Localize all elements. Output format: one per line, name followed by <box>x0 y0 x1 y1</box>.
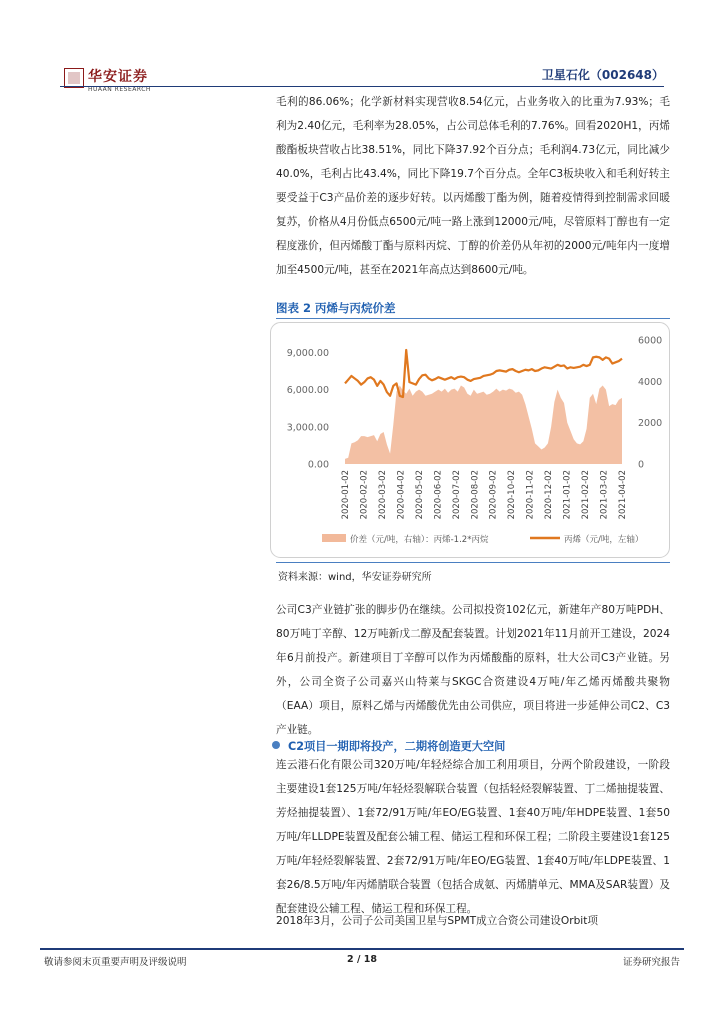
x-axis-tick-label: 2020-06-02 <box>433 470 444 520</box>
right-axis-tick-label: 0 <box>638 459 645 471</box>
left-axis-tick-label: 0.00 <box>307 459 329 471</box>
left-axis-tick-label: 3,000.00 <box>286 422 329 434</box>
figure-divider <box>276 318 670 319</box>
section-heading-text: C2项目一期即将投产，二期将创造更大空间 <box>288 740 506 753</box>
x-axis-tick-label: 2021-01-02 <box>562 470 573 520</box>
paragraph-c2-project: 连云港石化有限公司320万吨/年轻烃综合加工利用项目，分两个阶段建设，一阶段主要建设1套125万吨/年轻烃裂解联合装置（包括轻烃裂解装置、丁二烯抽提装置、芳烃抽提装置）、1套72/91万吨/年EO/EG装置、1套40万吨/年HDPE装置、1套50万吨/年LLDPE装置及配套公辅工程、储运工程和环保工程；二阶段主要建设1套125万吨/年轻烃裂解装置、2套72/91万吨/年EO/EG装置、1套40万吨/年LDPE装置、1套26/8.5万吨/年丙烯腈联合装置（包括合成氨、丙烯腈单元、MMA及SAR装置）及配套建设公辅工程、储运工程和环保工程。 <box>276 759 670 915</box>
chart-svg <box>270 322 670 558</box>
header-divider <box>60 86 664 87</box>
legend-spread-swatch <box>322 534 346 542</box>
right-axis-tick-label: 2000 <box>638 418 663 430</box>
footer-divider <box>40 948 684 950</box>
logo-seal-icon <box>64 68 84 88</box>
bullet-icon <box>272 741 280 749</box>
section-heading <box>272 738 505 754</box>
footer-disclaimer: 敬请参阅末页重要声明及评级说明 <box>44 957 187 968</box>
x-axis-tick-label: 2021-04-02 <box>618 470 628 520</box>
x-axis-tick-label: 2020-07-02 <box>451 470 462 520</box>
propylene-spread-chart <box>270 322 670 558</box>
left-axis-tick-label: 6,000.00 <box>286 385 329 397</box>
x-axis-tick-label: 2020-08-02 <box>470 470 481 520</box>
x-axis-tick-label: 2020-05-02 <box>414 470 425 520</box>
huaan-logo <box>64 66 174 100</box>
left-axis-tick-label: 9,000.00 <box>286 347 329 359</box>
page-number: 2 / 18 <box>347 954 377 965</box>
right-axis-tick-label: 4000 <box>638 376 663 388</box>
footer-report-type: 证券研究报告 <box>622 957 680 968</box>
x-axis-tick-label: 2021-03-02 <box>599 470 610 520</box>
logo-text-cn: 华安证券 <box>88 69 148 85</box>
x-axis-tick-label: 2021-02-02 <box>581 470 592 520</box>
figure-source: 资料来源：wind，华安证券研究所 <box>278 572 432 583</box>
x-axis-tick-label: 2020-01-02 <box>341 470 351 520</box>
paragraph-orbit: 2018年3月，公司子公司美国卫星与SPMT成立合资公司建设Orbit项 <box>276 915 599 927</box>
logo-text-en: HUAAN RESEARCH <box>88 86 151 93</box>
paragraph-c3-expansion: 公司C3产业链扩张的脚步仍在继续。公司拟投资102亿元，新建年产80万吨PDH、80万吨丁辛醇、12万吨新戊二醇及配套装置。计划2021年11月前开工建设，2024年6月前投产。新建项目丁辛醇可以作为丙烯酸酯的原料，壮大公司C3产业链。另外，公司全资子公司嘉兴山特莱与SKGC合资建设4万吨/年乙烯丙烯酸共聚物（EAA）项目，原料乙烯与丙烯酸优先由公司供应，项目将进一步延伸公司C2、C3产业链。 <box>276 604 670 736</box>
x-axis-tick-label: 2020-12-02 <box>544 470 555 520</box>
legend-spread-label: 价差（元/吨，右轴）：丙烯-1.2*丙烷 <box>350 535 489 545</box>
x-axis-tick-label: 2020-11-02 <box>525 470 536 520</box>
right-axis-tick-label: 6000 <box>638 335 663 347</box>
x-axis-tick-label: 2020-10-02 <box>507 470 518 520</box>
legend-propylene-label: 丙烯（元/吨，左轴） <box>564 535 644 545</box>
paragraph-gross-profit: 毛利的86.06%；化学新材料实现营收8.54亿元，占业务收入的比重为7.93%；毛利为2.40亿元，毛利率为28.05%，占公司总体毛利的7.76%。回看2020H1，丙烯酸酯板块营收占比38.51%，同比下降37.92个百分点；毛利润4.73亿元，同比减少40.0%，毛利占比43.4%，同比下降19.7个百分点。全年C3板块收入和毛利好转主要受益于C3产品价差的逐步好转。以丙烯酸丁酯为例，随着疫情得到控制需求回暖复苏，价格从4月份低点6500元/吨一路上涨到12000元/吨，尽管原料丁醇也有一定程度涨价，但丙烯酸丁酯与原料丙烷、丁醇的价差仍从年初的2000元/吨年内一度增加至4500元/吨，甚至在2021年高点达到8600元/吨。 <box>276 96 670 276</box>
source-divider <box>276 562 670 563</box>
company-title: 卫星石化（002648） <box>541 68 664 82</box>
x-axis-tick-label: 2020-02-02 <box>359 470 370 520</box>
figure-title: 图表 2 丙烯与丙烷价差 <box>276 301 396 315</box>
x-axis-tick-label: 2020-03-02 <box>377 470 388 520</box>
x-axis-tick-label: 2020-09-02 <box>488 470 499 520</box>
x-axis-tick-label: 2020-04-02 <box>396 470 407 520</box>
